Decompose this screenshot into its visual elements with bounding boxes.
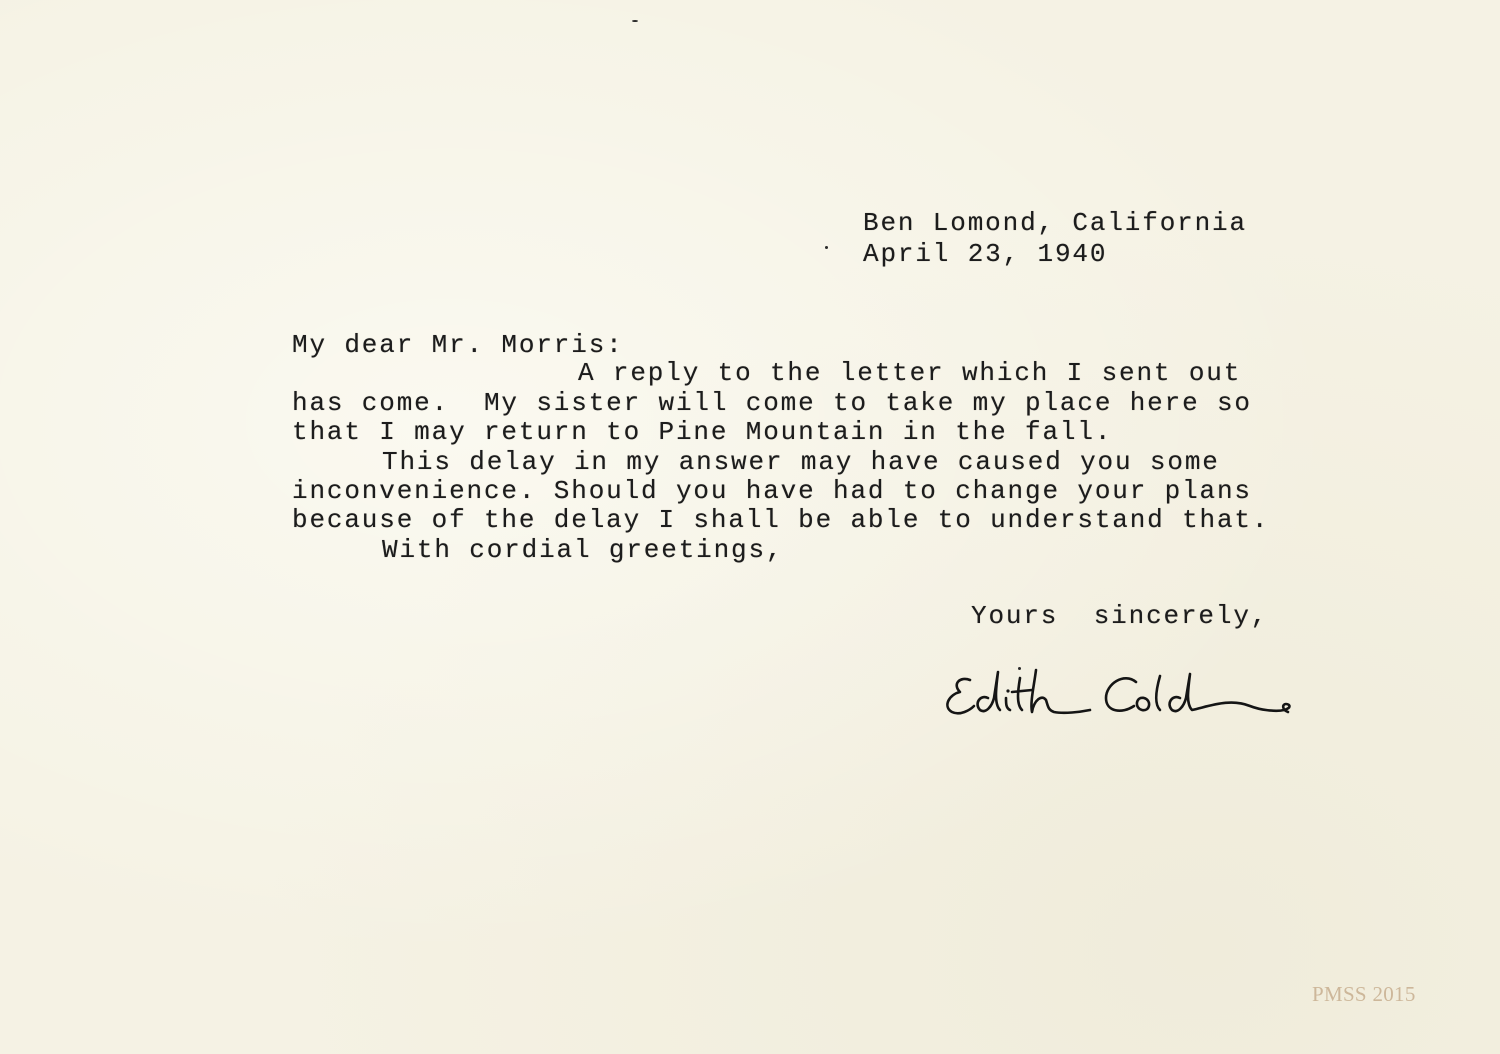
letter-place: Ben Lomond, California [863, 208, 1247, 238]
body-line: has come. My sister will come to take my place here so [292, 388, 1252, 418]
letter-closing: Yours sincerely, [971, 601, 1269, 631]
body-line: that I may return to Pine Mountain in the fall. [292, 417, 1113, 447]
body-line: This delay in my answer may have caused you some [382, 447, 1220, 477]
archive-watermark: PMSS 2015 [1312, 982, 1416, 1006]
body-line: With cordial greetings, [382, 535, 784, 565]
letter-salutation: My dear Mr. Morris: [292, 330, 624, 360]
letter-date: April 23, 1940 [863, 239, 1108, 269]
body-line: inconvenience. Should you have had to change your plans [292, 476, 1252, 506]
body-line: A reply to the letter which I sent out [578, 358, 1242, 388]
paper-speck [825, 246, 828, 249]
body-line: because of the delay I shall be able to understand that. [292, 505, 1270, 535]
paper-speck [1018, 667, 1021, 670]
paper-speck [632, 20, 638, 22]
handwritten-signature [940, 660, 1300, 730]
